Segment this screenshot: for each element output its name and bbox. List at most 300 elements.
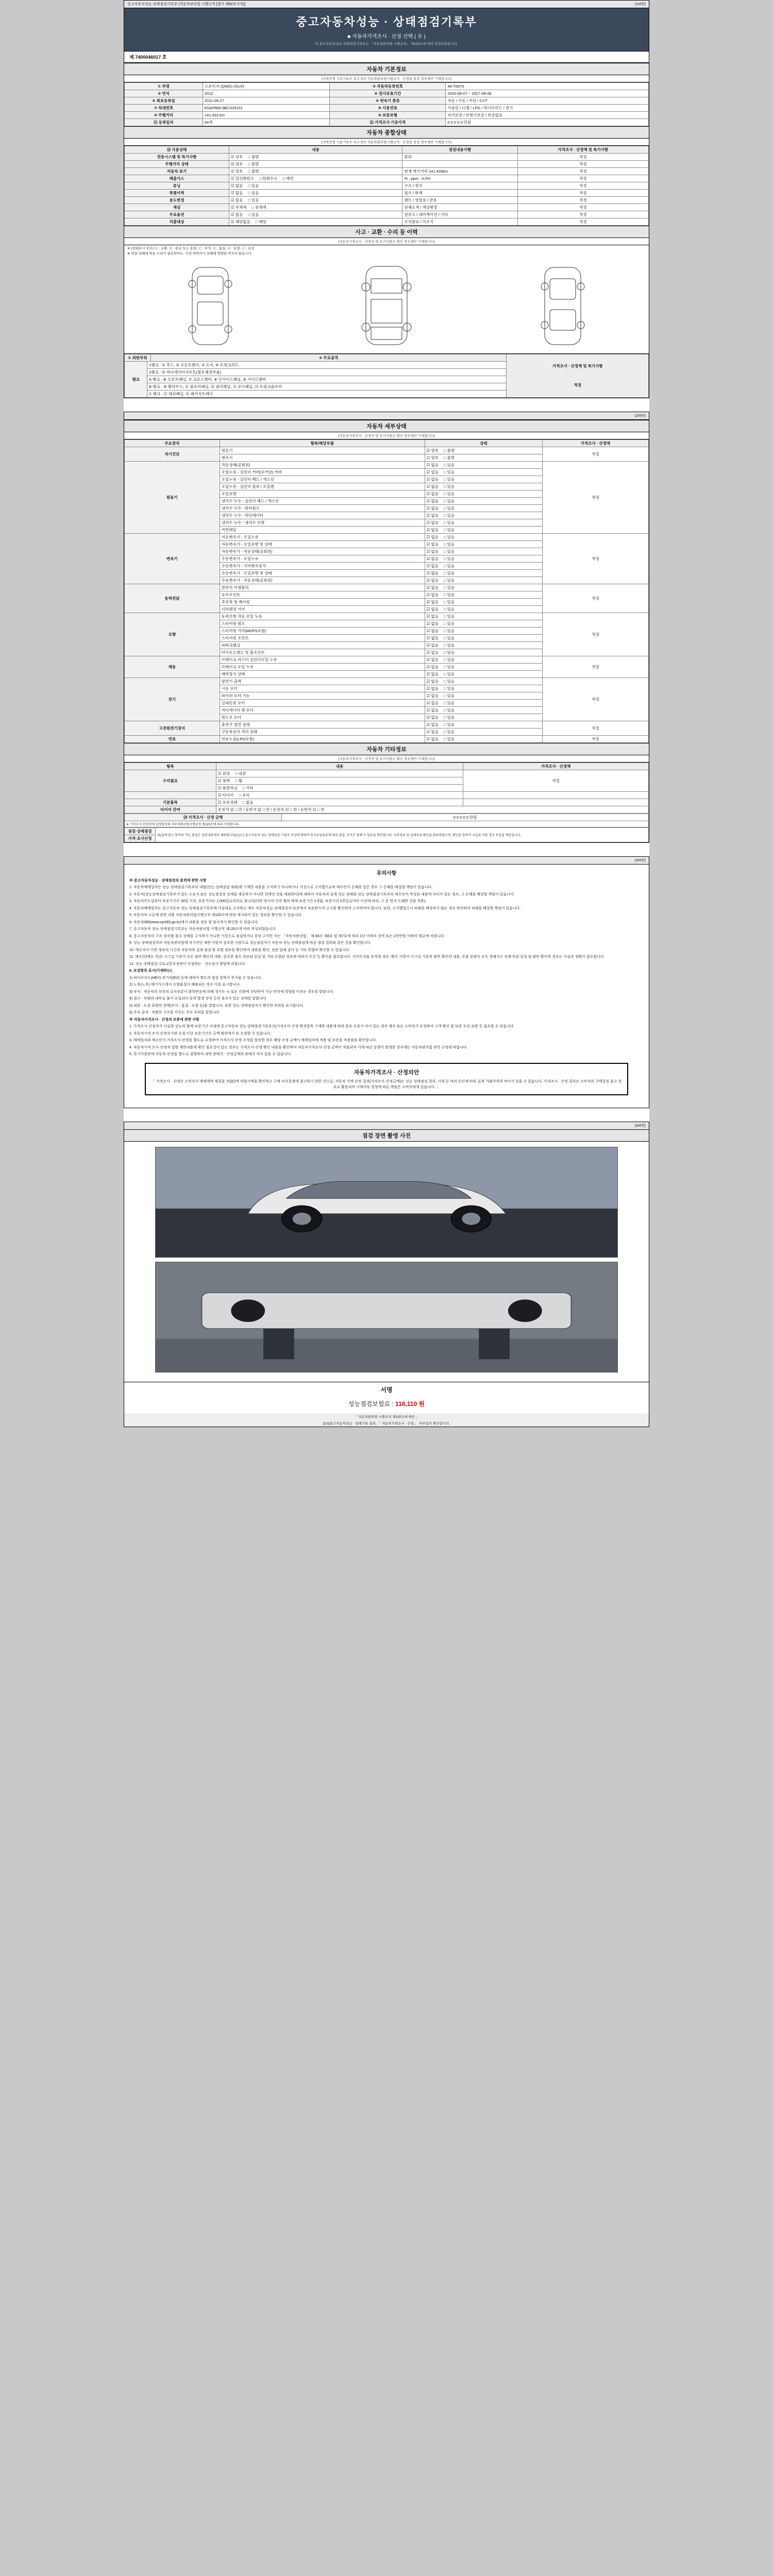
notice-item-b-1: 9. 성능·상태점검자의 자동차관리법에 자기진단 제반 사항이 중요한 사항으로 성능점검자가 자동차 성능·상태점검에 따른 점검 결과와 같은 것을 확인합니다. bbox=[129, 941, 372, 945]
detail-group-5: 제동 bbox=[125, 656, 220, 677]
checkbox-option[interactable]: □ 해당 bbox=[256, 219, 266, 224]
notice-item-b-2: 10. 매수자가 어떤 정보의 시간과 자동차의 실제 점검 및 특별 정보를 확인하여 내용을 확인, 전문 업체 검사 등 기타 특별히 확인할 수 있습니다. bbox=[129, 948, 350, 952]
checkbox-option[interactable]: ☑ 없음 bbox=[231, 183, 243, 188]
other-tire-note: 운전석 앞 □ 만 / 동반석 앞 □ 만 / 운전석 뒤 □ 만 / 동반석 뒤 □ 만 bbox=[216, 806, 648, 813]
detail-options-2-4[interactable] bbox=[425, 562, 542, 569]
checkbox-option[interactable]: ☑ 없음 bbox=[427, 571, 439, 575]
overall-options-2[interactable] bbox=[229, 167, 402, 175]
detail-result-5: 적정 bbox=[542, 656, 648, 677]
detail-options-1-2[interactable] bbox=[425, 476, 542, 483]
detail-options-1-3[interactable] bbox=[425, 483, 542, 490]
detail-options-4-5[interactable] bbox=[425, 649, 542, 656]
overall-result-8: 적정 bbox=[517, 211, 648, 218]
checkbox-option[interactable]: □ 있음 bbox=[444, 708, 455, 713]
document-header bbox=[124, 8, 649, 52]
accident-section-title: 사고 · 교환 · 수리 등 이력 bbox=[124, 226, 649, 238]
table-row bbox=[125, 584, 649, 591]
detail-group-0: 자기진단 bbox=[125, 447, 220, 461]
notice-subitem-1: 2) 노후(노후) 배기가스에서 오염물질이 배출되는 경우 이를 표시합니다. bbox=[129, 983, 241, 987]
overall-key-7: 색상 bbox=[125, 204, 229, 211]
detail-options-6-1[interactable] bbox=[425, 685, 542, 692]
sign-left-label: 점검·상태점검 bbox=[125, 827, 156, 835]
detail-item-6-1: 시동 모터 bbox=[220, 685, 425, 692]
notice-item-c-0: 1. 가격조사·산정자가 사실과 성능과 함께 보증기간 이내에 중고자동차 성능·상태점검기록부가(가격조사·산정 확정항목 기재한 내용에 따라 통보 오류가 차이 있는 경우 매수 또는 소비자가 요청하여 고객 확인 및 보증 수리·보완 등 필요할 수 있습니다. bbox=[129, 1025, 515, 1029]
checkbox-option[interactable]: ☑ 없음 bbox=[427, 484, 439, 489]
detail-options-7-0[interactable] bbox=[425, 721, 542, 728]
detail-result-6: 적정 bbox=[542, 677, 648, 721]
checkbox-option[interactable]: ☑ 양호 bbox=[231, 155, 243, 159]
detail-options-0-1[interactable] bbox=[425, 454, 542, 461]
detail-options-6-0[interactable] bbox=[425, 677, 542, 685]
basic-value2-1: 2025-09-07 ~ 2027-09-06 bbox=[446, 90, 649, 97]
detail-options-4-3[interactable] bbox=[425, 634, 542, 641]
detail-result-4: 적정 bbox=[542, 613, 648, 656]
detail-item-4-4: 파워크랭크 bbox=[220, 641, 425, 649]
checkbox-option[interactable]: □ 불량 bbox=[444, 448, 455, 453]
checkbox-option[interactable]: ☑ 없음 bbox=[427, 535, 439, 539]
overall-result-5: 적정 bbox=[517, 189, 648, 196]
other-colhead-2: 가격조사 · 산정액 bbox=[463, 762, 649, 770]
checkbox-option[interactable]: □ 매연 bbox=[283, 176, 294, 181]
detail-item-6-2: 와이퍼 모터 기능 bbox=[220, 692, 425, 699]
checkbox-option[interactable]: □ 있음 bbox=[444, 470, 455, 474]
other-section-title: 자동차 기타정보 bbox=[124, 743, 649, 755]
detail-item-2-4: 수동변속기 - 기어변속장치 bbox=[220, 562, 425, 569]
page-4-topbar bbox=[124, 1122, 649, 1130]
checkbox-option[interactable]: □ 불량 bbox=[444, 455, 455, 460]
checkbox-option[interactable]: ☑ 없음 bbox=[427, 470, 439, 474]
checkbox-option[interactable]: □ 있음 bbox=[444, 650, 455, 655]
basic-value-1: 2012 bbox=[203, 90, 329, 97]
checkbox-option[interactable]: □ 휠 bbox=[235, 778, 242, 783]
checkbox-option[interactable]: ☑ 없음 bbox=[427, 708, 439, 713]
checkbox-option[interactable]: □ 있음 bbox=[444, 542, 455, 547]
checkbox-option[interactable]: □ 있음 bbox=[444, 715, 455, 720]
checkbox-option[interactable]: □ 있음 bbox=[444, 499, 455, 503]
other-colhead-1: 내용 bbox=[216, 762, 463, 770]
checkbox-option[interactable]: ☑ 없음 bbox=[427, 592, 439, 597]
accident-rank3-a: A 랭크 : ⑥ 프론트패널, ⑦ 크로스멤버, ⑧ 인사이드패널, ⑨ 사이드멤버 bbox=[147, 376, 507, 383]
detail-result-1: 적정 bbox=[542, 461, 648, 533]
checkbox-option[interactable]: □ 있음 bbox=[444, 520, 455, 525]
detail-item-2-2: 자동변속기 - 작동상태(공회전) bbox=[220, 548, 425, 555]
checkbox-option[interactable]: □ 있음 bbox=[248, 183, 259, 188]
checkbox-option[interactable]: ☑ 없음 bbox=[427, 643, 439, 648]
detail-item-3-2: 추진축 및 베어링 bbox=[220, 598, 425, 605]
checkbox-option[interactable]: □ 있음 bbox=[248, 198, 259, 202]
overall-note-9: 조치완료 / 미조치 bbox=[402, 218, 517, 225]
overall-result-1: 적정 bbox=[517, 160, 648, 167]
notice-item-b-4: 12. 성능·상태점검 국토교통부장관이 인정하는 · 성능검사 방법에 의합니다. bbox=[129, 962, 246, 966]
checkbox-option[interactable]: ☑ 양호 bbox=[231, 169, 243, 174]
basic-value2-2: 자동 / 수동 / 무단 / CVT bbox=[446, 97, 649, 104]
other-key-2: 기본품목 bbox=[125, 799, 216, 806]
sheet-page-4 bbox=[124, 1122, 649, 1427]
checkbox-option[interactable]: ☑ 없음 bbox=[427, 556, 439, 561]
detail-options-3-3[interactable] bbox=[425, 605, 542, 613]
checkbox-option[interactable]: □ 있음 bbox=[444, 528, 455, 532]
checkbox-option[interactable]: □ 있음 bbox=[444, 535, 455, 539]
checkbox-option[interactable]: □ 있음 bbox=[444, 701, 455, 705]
detail-options-5-1[interactable] bbox=[425, 663, 542, 670]
overall-options-4[interactable] bbox=[229, 182, 402, 189]
basic-value2-0: 46가6970 bbox=[446, 82, 649, 90]
other-options-0-0[interactable] bbox=[216, 770, 463, 777]
overall-result-2: 적정 bbox=[517, 167, 648, 175]
checkbox-option[interactable]: ☑ 없음 bbox=[427, 715, 439, 720]
notice-item-c-3: 4. 자동차가격 조사·산정자 설명 제반내용에 확인 필요성이 있는 경우는 가격조사·산정 확인 내용을 확인하여 자동차가격조사·산정 금액이 적용되며 이에 따른 분쟁이 발생한 경우에는 자동차관리법 관련 규정에 따릅니다. bbox=[129, 1045, 468, 1049]
checkbox-option[interactable]: ☑ 없음 bbox=[427, 657, 439, 662]
detail-item-2-0: 자동변속기 - 오일누유 bbox=[220, 533, 425, 540]
detail-item-6-4: 라디에이터 팬 모터 bbox=[220, 706, 425, 714]
checkbox-option[interactable]: □ 있음 bbox=[444, 592, 455, 597]
detail-options-2-3[interactable] bbox=[425, 555, 542, 562]
checkbox-option[interactable]: ☑ 없음 bbox=[427, 672, 439, 676]
detail-options-4-0[interactable] bbox=[425, 613, 542, 620]
basic-section-note: (자격증명 기준기록부 특수성의 자동차관리법시행규칙 · 산정을 점검 경우에만 기재합니다) bbox=[124, 75, 649, 82]
detail-item-3-3: 디퍼렌셜 기어 bbox=[220, 605, 425, 613]
detail-options-1-7[interactable] bbox=[425, 512, 542, 519]
checkbox-option[interactable]: □ 있음 bbox=[248, 212, 259, 217]
checkbox-option[interactable]: ☑ 없음 bbox=[427, 607, 439, 612]
checkbox-option[interactable]: ☑ 일산화탄소 bbox=[231, 176, 254, 181]
detail-options-5-2[interactable] bbox=[425, 670, 542, 677]
detail-result-8: 적정 bbox=[542, 735, 648, 742]
checkbox-option[interactable]: ☑ 없음 bbox=[427, 506, 439, 511]
checkbox-option[interactable]: ☑ 없음 bbox=[427, 679, 439, 684]
checkbox-option[interactable]: ☑ 없음 bbox=[427, 513, 439, 518]
overall-result-9: 적정 bbox=[517, 218, 648, 225]
table-row bbox=[125, 677, 649, 685]
detail-item-2-6: 수동변속기 - 작동상태(공회전) bbox=[220, 577, 425, 584]
checkbox-option[interactable]: ☑ 없음 bbox=[427, 629, 439, 633]
checkbox-option[interactable]: ☑ 광택 bbox=[218, 778, 230, 783]
checkbox-option[interactable]: □ 있음 bbox=[444, 679, 455, 684]
checkbox-option[interactable]: □ 있음 bbox=[444, 600, 455, 604]
checkbox-option[interactable]: □ 불량 bbox=[248, 169, 259, 174]
notice-section-2: ※ 자동차가격조사 · 산정의 보증에 관한 사항 bbox=[129, 1018, 199, 1022]
checkbox-option[interactable]: □ 있음 bbox=[444, 585, 455, 590]
checkbox-option[interactable]: ☑ 없음 bbox=[427, 614, 439, 619]
checkbox-option[interactable]: □ 있음 bbox=[444, 578, 455, 583]
car-diagram bbox=[124, 258, 649, 354]
overall-note-8: 썬루프 / 내비게이션 / 기타 bbox=[402, 211, 517, 218]
checkbox-option[interactable]: ☑ 없음 bbox=[427, 693, 439, 698]
accident-rank-col-label: 랭크 bbox=[125, 361, 147, 397]
detail-result-7: 적정 bbox=[542, 721, 648, 735]
basic-value2-3: 가솔린 / 디젤 / LPG / 하이브리드 / 전기 bbox=[446, 104, 649, 111]
checkbox-option[interactable]: ☑ 없음 bbox=[427, 499, 439, 503]
checkbox-option[interactable]: ☑ 없음 bbox=[427, 492, 439, 496]
overall-result-7: 적정 bbox=[517, 204, 648, 211]
table-row bbox=[125, 770, 649, 777]
overall-note-3: % , ppm , 4.0% bbox=[402, 175, 517, 182]
overall-result-4: 적정 bbox=[517, 182, 648, 189]
checkbox-option[interactable]: □ 있음 bbox=[444, 686, 455, 691]
detail-result-2: 적정 bbox=[542, 533, 648, 584]
basic-label2-5: ⑫ 가격조사 기준가격 bbox=[330, 118, 446, 126]
detail-options-1-4[interactable] bbox=[425, 490, 542, 497]
detail-item-1-3: 오일누유 - 실린더 블록 / 오일팬 bbox=[220, 483, 425, 490]
accident-parts-right-head: ② 주요골격 bbox=[150, 354, 507, 361]
detail-group-8: 연료 bbox=[125, 735, 220, 742]
overall-key-2: 자동차 표기 bbox=[125, 167, 229, 175]
overall-result-0: 적정 bbox=[517, 153, 648, 160]
checkbox-option[interactable]: □ 있음 bbox=[444, 636, 455, 640]
detail-item-5-0: 브레이크 마스터 실린더오일 누유 bbox=[220, 656, 425, 663]
basic-value-4: 141,433 km bbox=[203, 111, 329, 118]
checkbox-option[interactable]: ☑ 없음 bbox=[427, 636, 439, 640]
detail-options-6-2[interactable] bbox=[425, 692, 542, 699]
checkbox-option[interactable]: □ 있음 bbox=[444, 513, 455, 518]
basic-value2-4: 자가보증 / 보험사보증 / 보증없음 bbox=[446, 111, 649, 118]
accident-parts-left-head: ① 외판부위 bbox=[125, 354, 151, 361]
detail-options-1-8[interactable] bbox=[425, 519, 542, 526]
checkbox-option[interactable]: ☑ 없음 bbox=[427, 528, 439, 532]
detail-options-2-5[interactable] bbox=[425, 569, 542, 577]
detail-colhead-1: 항목/해당부품 bbox=[220, 439, 425, 447]
detail-options-3-1[interactable] bbox=[425, 591, 542, 598]
table-row bbox=[125, 82, 649, 90]
detail-item-1-6: 냉각수 누수 - 워터펌프 bbox=[220, 504, 425, 512]
detail-item-5-1: 브레이크 오일 누유 bbox=[220, 663, 425, 670]
checkbox-option[interactable]: ☑ 없음 bbox=[231, 191, 243, 195]
overall-key-9: 리콜대상 bbox=[125, 218, 229, 225]
checkbox-option[interactable]: □ 있음 bbox=[444, 629, 455, 633]
basic-value-2: 2011-09-27 bbox=[203, 97, 329, 104]
checkbox-option[interactable]: ☑ 무채색 bbox=[231, 205, 246, 210]
detail-options-4-4[interactable] bbox=[425, 641, 542, 649]
overall-key-4: 튜닝 bbox=[125, 182, 229, 189]
detail-options-1-9[interactable] bbox=[425, 526, 542, 533]
checkbox-option[interactable]: ☑ 없음 bbox=[427, 722, 439, 727]
overall-options-9[interactable] bbox=[229, 218, 402, 225]
checkbox-option[interactable]: ☑ 해당없음 bbox=[231, 219, 250, 224]
checkbox-option[interactable]: ☑ 룸클리닝 bbox=[218, 786, 238, 790]
accident-parts-table bbox=[124, 354, 649, 398]
table-row bbox=[125, 189, 649, 196]
detail-item-1-9: 커먼레일 bbox=[220, 526, 425, 533]
basic-label2-2: ⑥ 변속기 종류 bbox=[330, 97, 446, 104]
detail-item-1-2: 오일누유 - 실린더 헤드 / 개스킷 bbox=[220, 476, 425, 483]
basic-label-3: ⑦ 차대번호 bbox=[125, 104, 203, 111]
overall-key-5: 특별이력 bbox=[125, 189, 229, 196]
checkbox-option[interactable]: □ 있음 bbox=[444, 549, 455, 554]
table-row bbox=[125, 533, 649, 540]
notice-subitem-2: 3) 부식 : 자동차의 부위의 금속부분이 화학반응에 의해 생기는 녹 또는 산화에 상당하여 기능·안전에 영향을 미치는 경우를 말합니다. bbox=[129, 990, 334, 994]
detail-options-2-2[interactable] bbox=[425, 548, 542, 555]
checkbox-option[interactable]: □ 있음 bbox=[444, 556, 455, 561]
checkbox-option[interactable]: □ 유리 bbox=[239, 793, 249, 798]
detail-options-6-3[interactable] bbox=[425, 699, 542, 706]
checkbox-option[interactable]: ☑ 보유상태 bbox=[218, 800, 238, 805]
price-note: ※ 가격조사·산정자에 설정항목의 자동차관리법시행규칙 제120조에 따라 기재합니다. bbox=[125, 821, 649, 827]
checkbox-option[interactable]: □ 있음 bbox=[444, 621, 455, 626]
checkbox-option[interactable]: □ 있음 bbox=[444, 477, 455, 482]
overall-options-5[interactable] bbox=[229, 189, 402, 196]
detail-options-3-0[interactable] bbox=[425, 584, 542, 591]
page-mark-3: (3/4면) bbox=[634, 858, 646, 862]
photo-car-exterior-illustration bbox=[156, 1147, 617, 1257]
checkbox-option[interactable]: ☑ 없음 bbox=[427, 463, 439, 467]
checkbox-option[interactable]: ☑ 없음 bbox=[427, 730, 439, 734]
detail-item-2-5: 수동변속기 - 오일유량 및 상태 bbox=[220, 569, 425, 577]
document-subtitle: ■ 자동차가격조사 · 산정 선택 ( 유 ) bbox=[347, 34, 426, 40]
notice-item-c-4: 5. 특기사항란에 자동차·산정을 별도로 설명하여 내역 판매가 · 산정금액의 판매가 차이 있을 수 있습니다. bbox=[129, 1053, 292, 1057]
checkbox-option[interactable]: □ 있음 bbox=[444, 463, 455, 467]
notice-item-a-4: 5. 자동차의 소유에 관한 내용 자동차관리법시행규칙 제120조에 따라 게시되어 있는 정보를 확인할 수 있습니다. bbox=[129, 913, 303, 918]
detail-options-4-1[interactable] bbox=[425, 620, 542, 627]
notice-subitem-5: 6) 주요 골격 : 차량의 구조를 이루는 주요 부위를 말합니다. bbox=[129, 1011, 221, 1015]
overall-key-6: 용도변경 bbox=[125, 196, 229, 204]
basic-label2-4: ⑩ 보증유형 bbox=[330, 111, 446, 118]
detail-options-2-1[interactable] bbox=[425, 540, 542, 548]
detail-options-1-5[interactable] bbox=[425, 497, 542, 504]
car-front-view-icon bbox=[182, 263, 239, 348]
sheet-page-1 bbox=[124, 0, 649, 398]
checkbox-option[interactable]: ☑ 없음 bbox=[427, 520, 439, 525]
checkbox-option[interactable]: □ 있음 bbox=[444, 657, 455, 662]
checkbox-option[interactable]: □ 유채색 bbox=[252, 205, 266, 210]
checkbox-option[interactable]: □ 있음 bbox=[444, 693, 455, 698]
checkbox-option[interactable]: □ 불량 bbox=[248, 162, 259, 166]
checkbox-option[interactable]: ☑ 없음 bbox=[231, 212, 243, 217]
other-result-1 bbox=[463, 791, 649, 799]
detail-item-6-3: 실내송풍 모터 bbox=[220, 699, 425, 706]
checkbox-option[interactable]: ☑ 없음 bbox=[427, 549, 439, 554]
checkbox-option[interactable]: □ 있음 bbox=[444, 672, 455, 676]
document-number: 제 7400046017 호 bbox=[124, 52, 649, 63]
page-mark-1: (1/4면) bbox=[634, 3, 646, 6]
overall-key-8: 주요옵션 bbox=[125, 211, 229, 218]
disclaimer-box bbox=[145, 1063, 628, 1095]
detail-item-2-3: 수동변속기 - 오일누유 bbox=[220, 555, 425, 562]
checkbox-option[interactable]: □ 있음 bbox=[444, 614, 455, 619]
detail-options-4-2[interactable] bbox=[425, 627, 542, 634]
accident-rank1: 1랭크 : ① 후드, ② 프론트펜더, ③ 도어, ④ 트렁크리드 bbox=[147, 361, 507, 368]
detail-item-1-4: 오일유량 bbox=[220, 490, 425, 497]
checkbox-option[interactable]: ☑ 없음 bbox=[427, 650, 439, 655]
table-row bbox=[125, 461, 649, 468]
overall-colhead-0: ⑬ 사용상태 bbox=[125, 146, 229, 153]
overall-options-3[interactable] bbox=[229, 175, 402, 182]
other-section-note: (자동차가격조사 · 산정자 및 특기사항은 확인 경우에만 기재합니다) bbox=[124, 755, 649, 762]
detail-options-1-1[interactable] bbox=[425, 468, 542, 476]
other-options-2-0[interactable] bbox=[216, 799, 463, 806]
accident-rank2: 2랭크 : ⑤ 라디에이터서포트(볼트체결부품) bbox=[147, 368, 507, 376]
checkbox-option[interactable]: □ 있음 bbox=[444, 737, 455, 741]
checkbox-option[interactable]: ☑ 외장 bbox=[218, 771, 230, 776]
photo-car-lift-illustration bbox=[156, 1262, 617, 1372]
checkbox-option[interactable]: ☑ 없음 bbox=[427, 621, 439, 626]
notice-title: 유의사항 bbox=[376, 870, 397, 876]
detail-options-2-0[interactable] bbox=[425, 533, 542, 540]
checkbox-option[interactable]: ☑ 없음 bbox=[427, 542, 439, 547]
other-options-0-2[interactable] bbox=[216, 784, 463, 791]
checkbox-option[interactable]: ☑ 없음 bbox=[427, 686, 439, 691]
checkbox-option[interactable]: ☑ 양호 bbox=[427, 448, 439, 453]
detail-options-0-0[interactable] bbox=[425, 447, 542, 454]
detail-colhead-3: 가격조사 · 산정액 bbox=[542, 439, 648, 447]
basic-label-4: ⑨ 주행거리 bbox=[125, 111, 203, 118]
table-row bbox=[125, 118, 649, 126]
detail-options-6-5[interactable] bbox=[425, 714, 542, 721]
notice-item-a-1: 2. 자동차(성능상태점검기록부가 있는 소유자 또는 성능점검장 상세를 제공하지 아니한 상태인 것을 제외한다)에 대하여 자동차의 실제 성능·상태와 성능·상태점검기록부의 매수인이 작성된 내용에 차이가 있는 경우, 그 손해를 배상할 책임이 있습니다. bbox=[129, 892, 515, 896]
checkbox-option[interactable]: ☑ 양호 bbox=[231, 162, 243, 166]
checkbox-option[interactable]: □ 있음 bbox=[444, 730, 455, 734]
checkbox-option[interactable]: ☑ 없음 bbox=[427, 701, 439, 705]
detail-options-2-6[interactable] bbox=[425, 577, 542, 584]
checkbox-option[interactable]: □ 있음 bbox=[444, 571, 455, 575]
checkbox-option[interactable]: ☑ 없음 bbox=[427, 477, 439, 482]
accident-legend-line1: ※ (상태표시 부호) ⓧ : 교환, ⓦ : 판금 또는 용접, ⓒ : 부식, ⓐ : 흠집, ⓤ : 요철, ⓒ : 손상 bbox=[127, 246, 255, 250]
checkbox-option[interactable]: □ 있음 bbox=[444, 506, 455, 511]
checkbox-option[interactable]: ☑ 없음 bbox=[427, 585, 439, 590]
checkbox-option[interactable]: □ 없음 bbox=[243, 800, 254, 805]
checkbox-option[interactable]: ☑ 없음 bbox=[231, 198, 243, 202]
checkbox-option[interactable]: □ 있음 bbox=[444, 564, 455, 568]
checkbox-option[interactable]: ☑ 양호 bbox=[427, 455, 439, 460]
checkbox-option[interactable]: □ 있음 bbox=[444, 492, 455, 496]
other-colhead-0: 항목 bbox=[125, 762, 216, 770]
checkbox-option[interactable]: □ 기타 bbox=[243, 786, 254, 790]
other-options-0-1[interactable] bbox=[216, 777, 463, 784]
checkbox-option[interactable]: □ 있음 bbox=[444, 607, 455, 612]
checkbox-option[interactable]: ☑ 없음 bbox=[427, 600, 439, 604]
detail-options-5-0[interactable] bbox=[425, 656, 542, 663]
sign-text: 위(줄에 있는 항목의 가능·품질은 검증내용에서 제외합니다)은(는) 중고자동차 성능·상태점검 기록부 작성에 관하여 한국공업표준에 따라 점검, 부식은 당해 수 있음을 확인합니다. 사용연료 및 실제등록 확인을 완료하였으며, 확인된 항목이 사실과 다를 경우 보상을 책임집니다. bbox=[156, 827, 649, 842]
checkbox-option[interactable]: □ 내장 bbox=[235, 771, 246, 776]
disclaimer-body: 「 가격조사 · 산정은 소비자가 매매계약 체결을 전(前)에 차량가액을 확인하고 구매 의사결정에 참고하기 위한 것으로, 자동차 가액 산정 결과(가격조사·산정금액)는 성능·상태점검 결과, 시세 등 여러 요인에 따라 실제 거래가격과 차이가 있을 수 있습니다. 가격조사 · 산정 결과는 소비자의 구매결정 참고 자료로 활용되며 구매여부 결정에 따른 책임은 소비자에게 있습니다. 」 bbox=[151, 1079, 622, 1089]
checkbox-option[interactable]: ☑ 없음 bbox=[427, 737, 439, 741]
table-row bbox=[125, 613, 649, 620]
overall-options-0[interactable] bbox=[229, 153, 402, 160]
checkbox-option[interactable]: □ 불량 bbox=[248, 155, 259, 159]
detail-options-1-6[interactable] bbox=[425, 504, 542, 512]
other-options-1-0[interactable] bbox=[216, 791, 463, 799]
detail-options-7-1[interactable] bbox=[425, 728, 542, 735]
detail-options-1-0[interactable] bbox=[425, 461, 542, 468]
detail-item-1-7: 냉각수 누수 - 라디에이터 bbox=[220, 512, 425, 519]
document-header-note: 이 중고자동차성능·상태점검기록부는 「자동차관리법 시행규칙」 제120조에 따라 작성되었습니다. bbox=[315, 42, 458, 46]
checkbox-option[interactable]: □ 있음 bbox=[444, 722, 455, 727]
checkbox-option[interactable]: ☑ 없음 bbox=[427, 665, 439, 669]
detail-item-4-3: 스티어링 조인트 bbox=[220, 634, 425, 641]
overall-options-1[interactable] bbox=[229, 160, 402, 167]
basic-label2-0: ② 자동차등록번호 bbox=[330, 82, 446, 90]
checkbox-option[interactable]: □ 있음 bbox=[444, 665, 455, 669]
checkbox-option[interactable]: □ 탄화수소 bbox=[259, 176, 278, 181]
overall-options-8[interactable] bbox=[229, 211, 402, 218]
overall-options-6[interactable] bbox=[229, 196, 402, 204]
checkbox-option[interactable]: □ 있음 bbox=[248, 191, 259, 195]
table-row bbox=[125, 153, 649, 160]
checkbox-option[interactable]: □ 있음 bbox=[444, 643, 455, 648]
detail-options-3-2[interactable] bbox=[425, 598, 542, 605]
notice-item-b-0: 8. 중고자동차의 구조·장치별 침수·상태를 고지하지 아니한 거짓으로 점검하거나 부당 고지한 자는 「자동차관리법」 제 80조 제8호 및 제7호에 따라 2년 이하의 징역 또는 2천만원 이하의 벌금에 처합니다. bbox=[129, 934, 445, 938]
detail-colhead-2: 상태 bbox=[425, 439, 542, 447]
checkbox-option[interactable]: ☑ 없음 bbox=[427, 564, 439, 568]
checkbox-option[interactable]: ☑ 타이어 bbox=[218, 793, 233, 798]
overall-options-7[interactable] bbox=[229, 204, 402, 211]
sign-right-label: 가격·조사산정 bbox=[125, 835, 156, 842]
detail-options-6-4[interactable] bbox=[425, 706, 542, 714]
checkbox-option[interactable]: □ 있음 bbox=[444, 484, 455, 489]
checkbox-option[interactable]: ☑ 없음 bbox=[427, 578, 439, 583]
overall-note-7: 전체도색 / 색상변경 bbox=[402, 204, 517, 211]
notice-item-a-0: 1. 자동차매매업자는 성능·상태점검기록부의 내용(성능·상태점검 제외)에 기재한 내용을 고지하기 아니하거나 거짓으로 고지했으로써 매수인이 손해를 입은 경우 그 손해를 배상할 책임이 있습니다. bbox=[129, 886, 433, 890]
detail-options-8-0[interactable] bbox=[425, 735, 542, 742]
